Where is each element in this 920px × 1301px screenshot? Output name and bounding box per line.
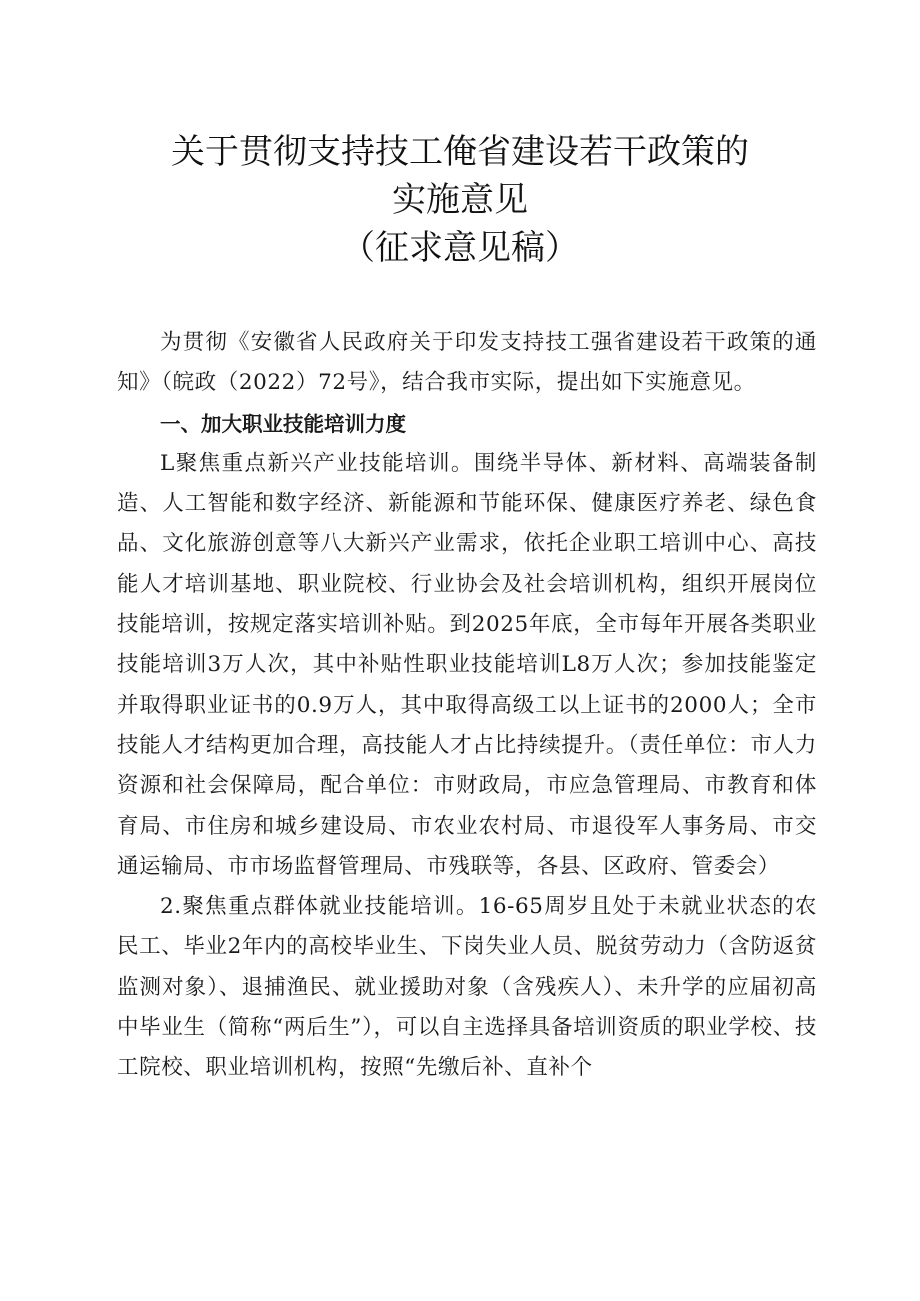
section-1-heading: 一、加大职业技能培训力度 <box>160 411 406 436</box>
document-title <box>0 128 920 272</box>
title-line-3: （征求意见稿） <box>341 228 579 268</box>
item-1-paragraph: L聚焦重点新兴产业技能培训。围绕半导体、新材料、高端装备制造、人工智能和数字经济、新能源和节能环保、健康医疗养老、绿色食品、文化旅游创意等八大新兴产业需求，依托企业职工培训中心、高技能人才培训基地、职业院校、行业协会及社会培训机构，组织开展岗位技能培训，按规定落实培训补贴。到2025年底，全市每年开展各类职业技能培训3万人次，其中补贴性职业技能培训L8万人次；参加技能鉴定并取得职业证书的0.9万人，其中取得高级工以上证书的2000人；全市技能人才结构更加合理，高技能人才占比持续提升。（责任单位：市人力资源和社会保障局，配合单位：市财政局，市应急管理局、市教育和体育局、市住房和城乡建设局、市农业农村局、市退役军人事务局、市交通运输局、市市场监督管理局、市残联等，各县、区政府、管委会） <box>117 450 817 879</box>
intro-paragraph: 为贯彻《安徽省人民政府关于印发支持技工强省建设若干政策的通知》（皖政（2022）72号》，结合我市实际，提出如下实施意见。 <box>117 330 817 396</box>
document-body <box>117 323 817 1089</box>
title-line-1: 关于贯彻支持技工俺省建设若干政策的 <box>171 132 749 172</box>
item-2-paragraph: 2.聚焦重点群体就业技能培训。16-65周岁且处于未就业状态的农民工、毕业2年内的高校毕业生、下岗失业人员、脱贫劳动力（含防返贫监测对象）、退捕渔民、就业援助对象（含残疾人）、未升学的应届初高中毕业生（简称“两后生”），可以自主选择具备培训资质的职业学校、技工院校、职业培训机构，按照“先缴后补、直补个 <box>117 894 817 1081</box>
title-line-2: 实施意见 <box>392 180 528 220</box>
